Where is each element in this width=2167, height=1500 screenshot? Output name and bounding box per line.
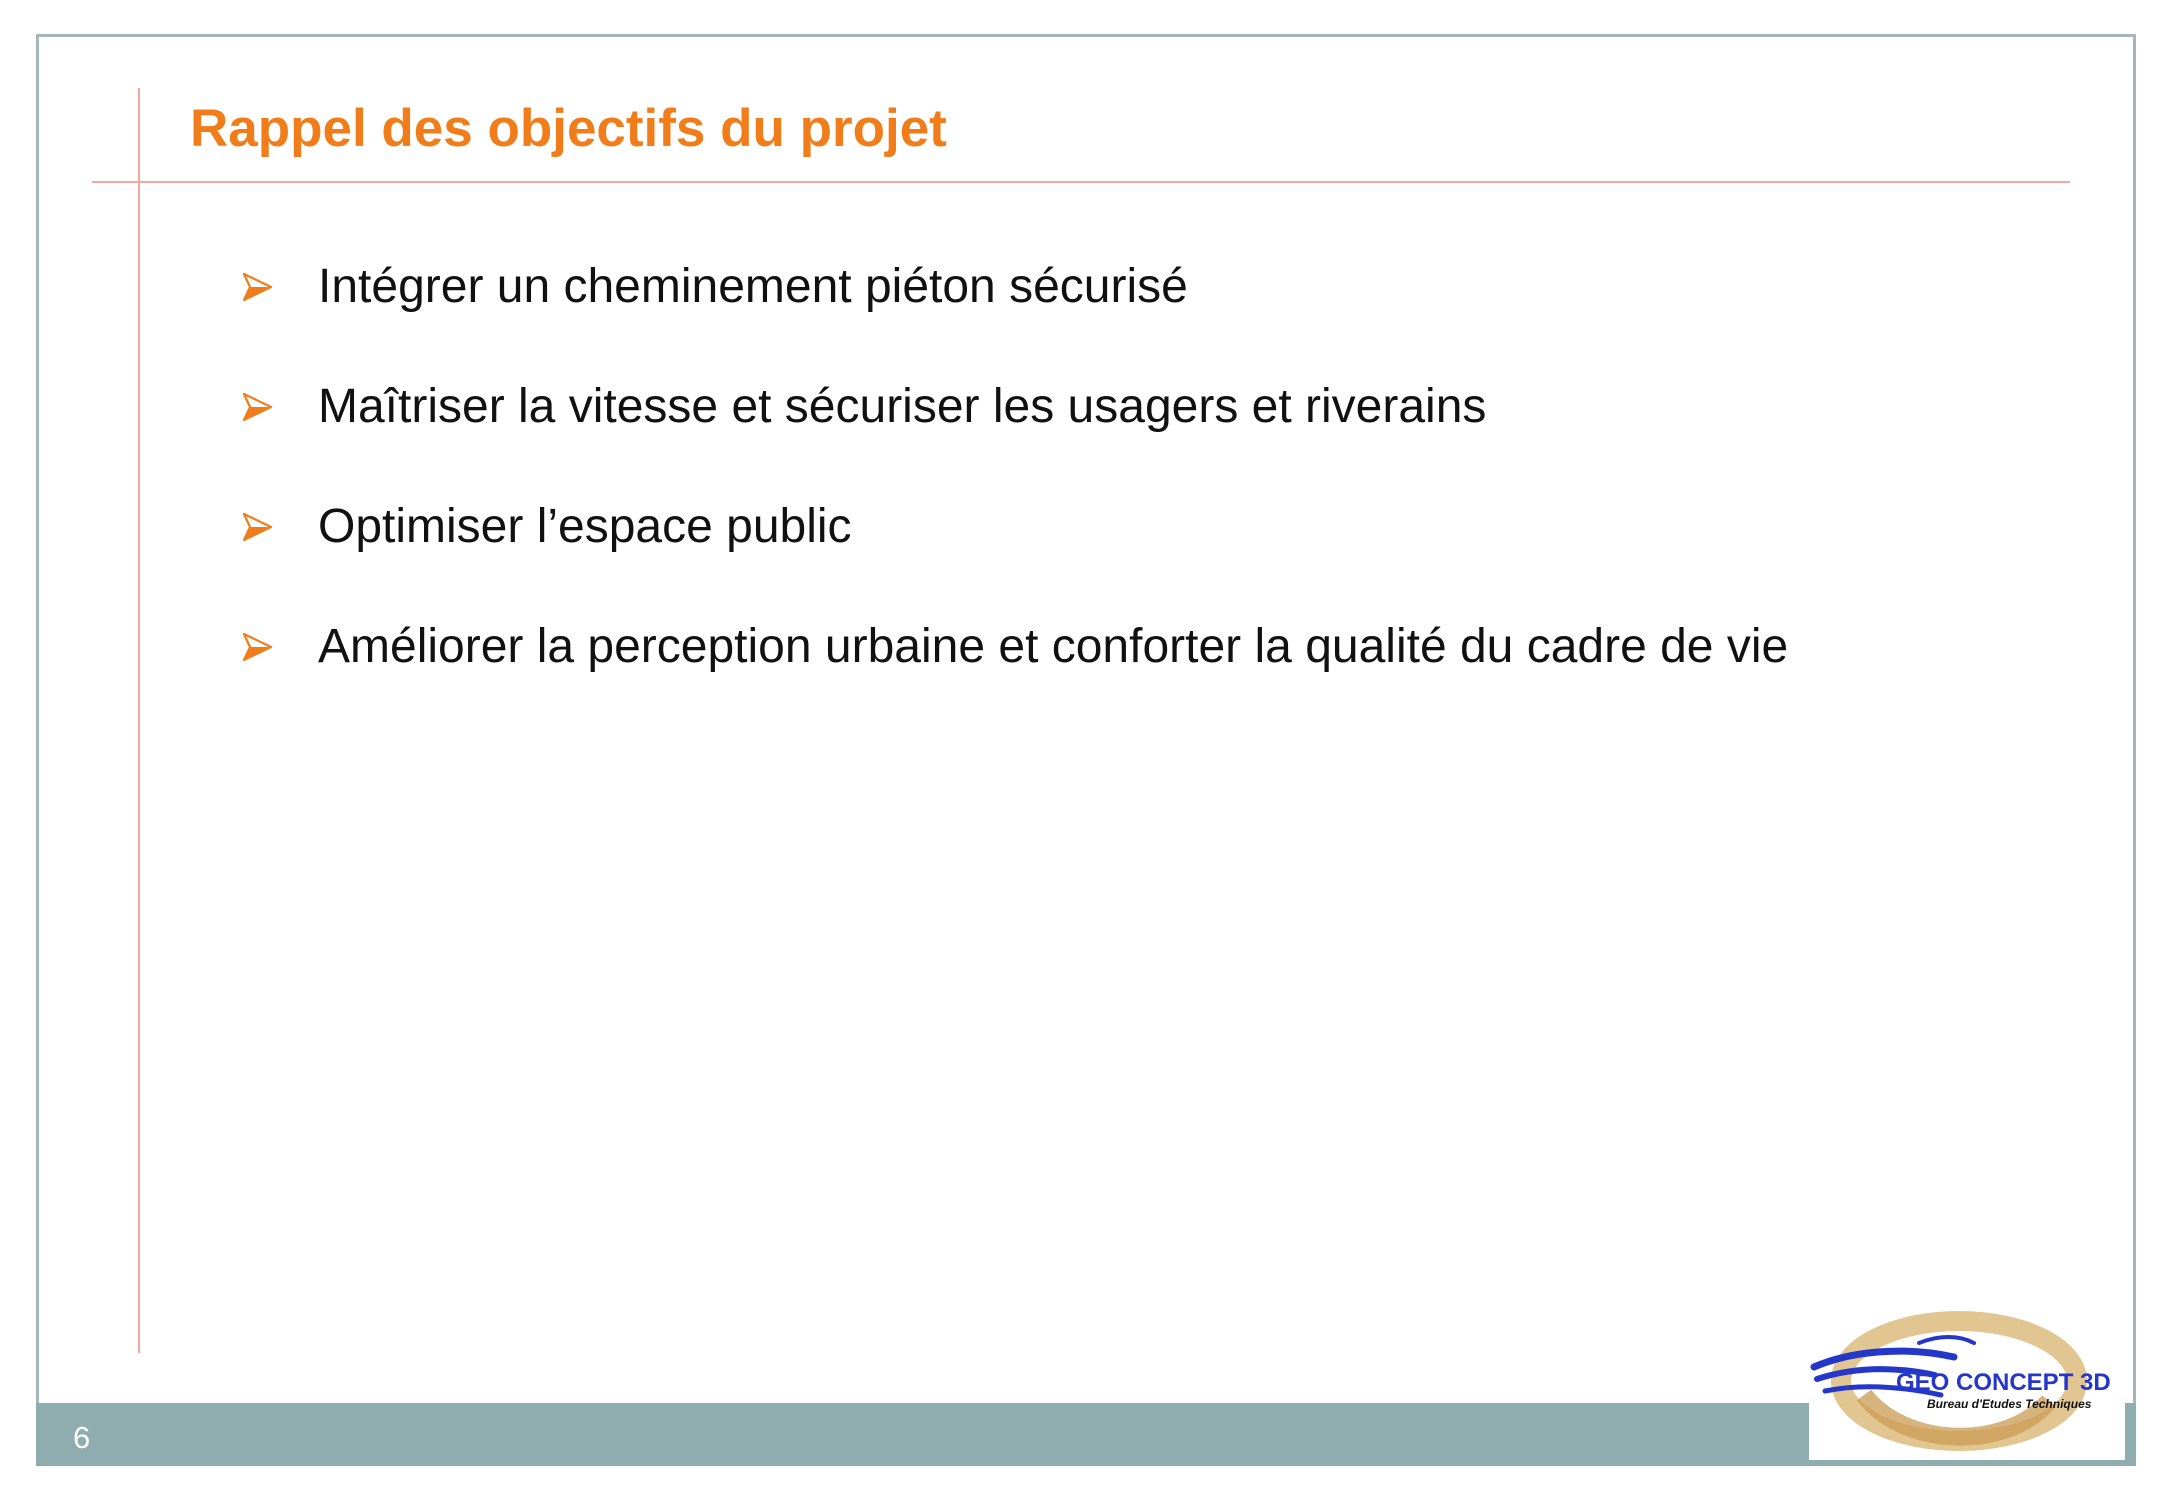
objective-text: Maîtriser la vitesse et sécuriser les usagers et riverains bbox=[318, 380, 1487, 433]
objective-item bbox=[240, 376, 1788, 438]
svg-text:GEO CONCEPT 3D: GEO CONCEPT 3D bbox=[1896, 1369, 2111, 1396]
arrow-right-icon bbox=[240, 509, 276, 545]
slide-frame bbox=[36, 34, 2136, 1466]
arrow-right-icon bbox=[240, 629, 276, 665]
company-logo bbox=[1809, 1303, 2125, 1460]
slide-title: Rappel des objectifs du projet bbox=[190, 99, 947, 158]
title-underline bbox=[92, 181, 2070, 183]
page-number: 6 bbox=[73, 1420, 91, 1455]
arrow-right-icon bbox=[240, 269, 276, 305]
objective-text: Intégrer un cheminement piéton sécurisé bbox=[318, 260, 1188, 313]
svg-text:Bureau d'Etudes Techniques: Bureau d'Etudes Techniques bbox=[1927, 1397, 2092, 1411]
objective-item bbox=[240, 616, 1788, 678]
objective-text: Améliorer la perception urbaine et conforter la qualité du cadre de vie bbox=[318, 620, 1789, 673]
geo-concept-3d-logo bbox=[1809, 1303, 2125, 1460]
objective-item bbox=[240, 496, 1788, 558]
arrow-right-icon bbox=[240, 389, 276, 425]
objective-text: Optimiser l’espace public bbox=[318, 500, 852, 553]
vertical-guide-line bbox=[138, 88, 140, 1353]
objective-item bbox=[240, 256, 1788, 318]
objectives-list bbox=[240, 256, 1788, 736]
